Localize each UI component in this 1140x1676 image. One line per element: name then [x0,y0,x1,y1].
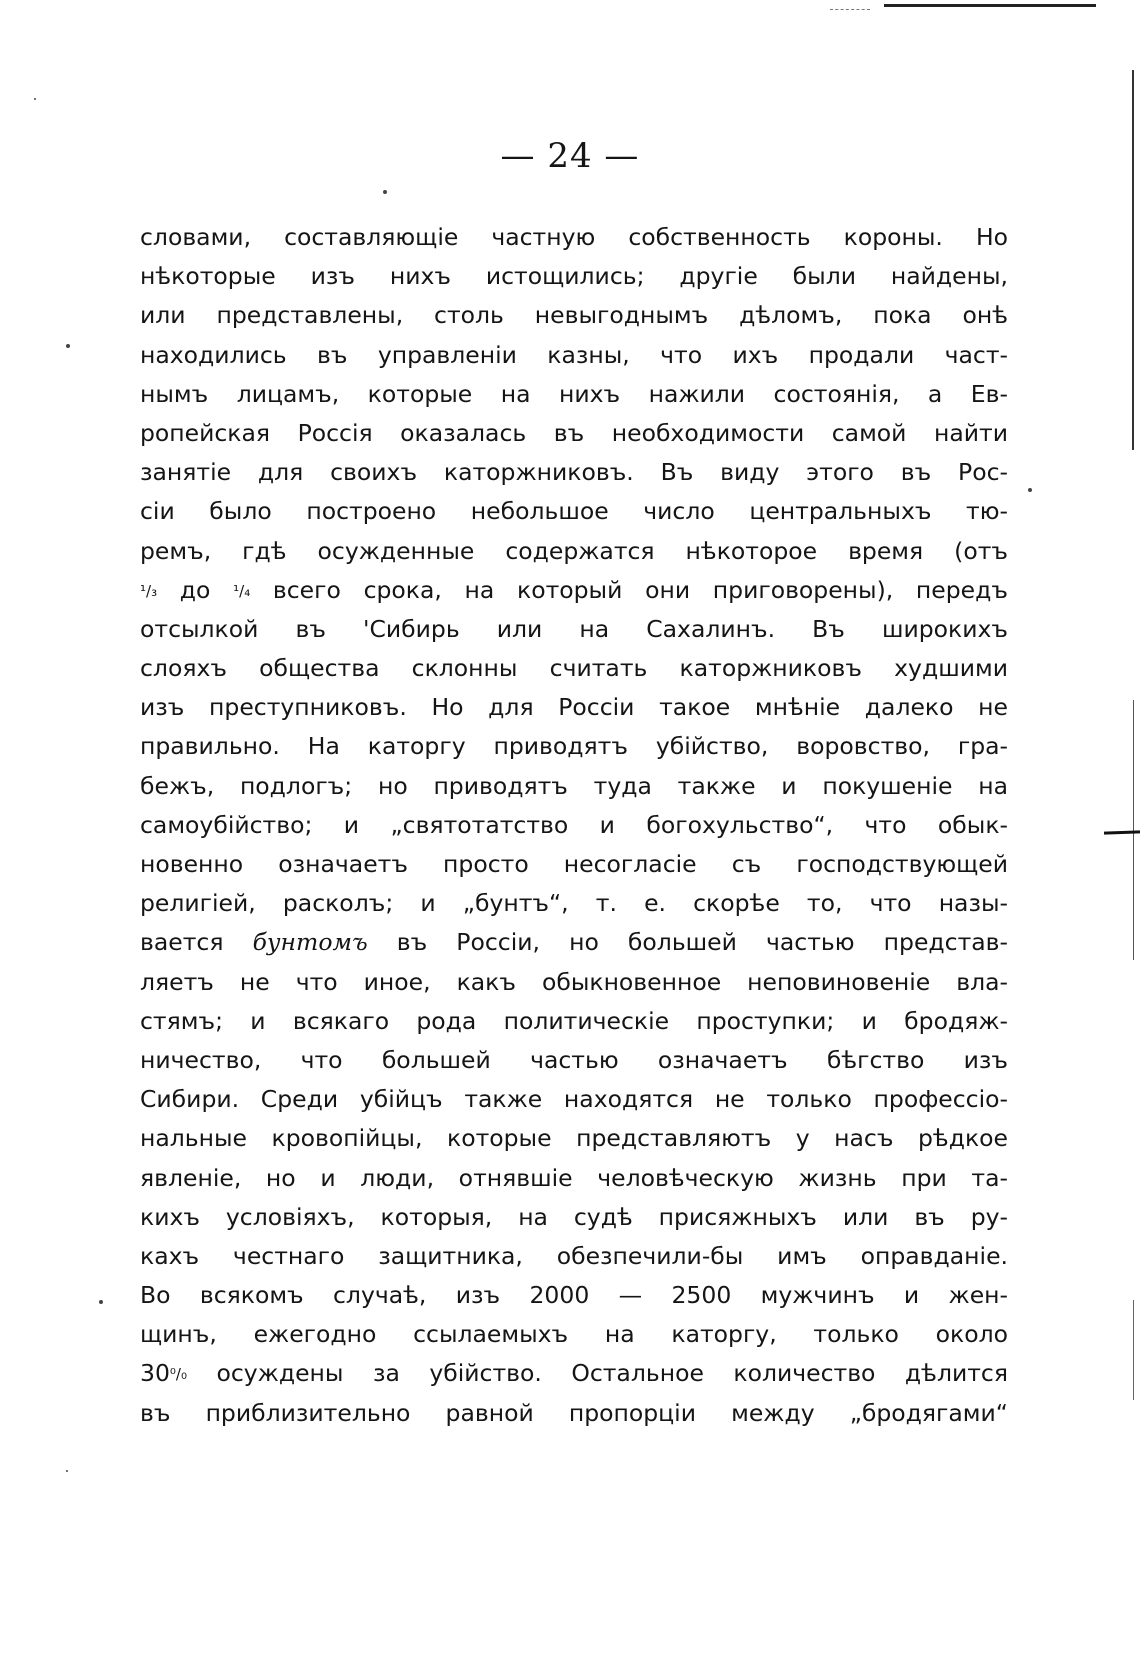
text-line: Сибири. Среди убійцъ также находятся не только профессіо- [140,1085,1008,1114]
scan-speck [1028,488,1032,492]
text-line: нѣкоторые изъ нихъ истощились; другіе были найдены, [140,262,1008,291]
scan-speck [66,344,70,348]
text-fragment: 30 [140,1359,170,1388]
text-line [140,923,1008,962]
text-line: щинъ, ежегодно ссылаемыхъ на каторгу, только около [140,1320,1008,1349]
text-line: въ приблизительно равной пропорціи между „бродягами“ [140,1398,1008,1427]
text-fragment: до [157,575,234,604]
scan-edge-rule [884,4,1096,7]
text-fragment: вается [140,928,253,957]
text-line: ремъ, гдѣ осужденные содержатся нѣкоторое время (отъ [140,536,1008,565]
text-line: правильно. На каторгу приводятъ убійство, воровство, гра- [140,732,1008,761]
margin-mark [1104,830,1140,834]
text-line: Во всякомъ случаѣ, изъ 2000 — 2500 мужчинъ и жен- [140,1281,1008,1310]
text-line: ляетъ не что иное, какъ обыкновенное неповиновеніе вла- [140,967,1008,996]
text-line: кихъ условіяхъ, которыя, на судѣ присяжныхъ или въ ру- [140,1202,1008,1231]
text-line: новенно означаетъ просто несогласіе съ господствующей [140,850,1008,878]
text-line: нымъ лицамъ, которые на нихъ нажили состоянія, а Ев- [140,379,1008,408]
scan-speck [34,98,36,100]
text-line: изъ преступниковъ. Но для Россіи такое мнѣніе далеко не [140,693,1008,722]
text-line: ропейская Россія оказалась въ необходимости самой найти [140,418,1008,447]
text-line: религіей, расколъ; и „бунтъ“, т. е. скорѣе то, что назы- [140,889,1008,918]
text-line: словами, составляющіе частную собственность короны. Но [140,223,1008,251]
scan-speck [383,190,387,194]
text-line: явленіе, но и люди, отнявшіе человѣческую жизнь при та- [140,1163,1008,1192]
text-line: бежъ, подлогъ; но приводятъ туда также и покушеніе на [140,771,1008,800]
body-text [140,218,1008,1433]
text-line: кахъ честнаго защитника, обезпечили-бы имъ оправданіе. [140,1241,1008,1270]
percent-sign: ⁰/₀ [169,1365,187,1384]
scan-right-edge [1132,70,1134,450]
text-line: слояхъ общества склонны считать каторжниковъ худшими [140,654,1008,683]
italic-term: бунтомъ [252,928,368,957]
text-line: отсылкой въ 'Сибирь или на Сахалинъ. Въ широкихъ [140,614,1008,643]
text-line [140,1354,1008,1393]
scan-speck [99,1300,103,1304]
text-fragment: осуждены за убійство. Остальное количество дѣлится [187,1359,1008,1388]
text-line: сіи было построено небольшое число центральныхъ тю- [140,497,1008,526]
text-line: или представлены, столь невыгоднымъ дѣломъ, пока онѣ [140,301,1008,330]
text-line: стямъ; и всякаго рода политическіе проступки; и бродяж- [140,1006,1008,1035]
text-fragment: всего срока, на который они приговорены), передъ [250,575,1008,604]
text-line: ничество, что большей частью означаетъ бѣгство изъ [140,1045,1008,1074]
fraction-one-third: ¹/₃ [140,581,158,600]
fraction-one-quarter: ¹/₄ [233,581,251,600]
text-line: самоубійство; и „святотатство и богохульство“, что обык- [140,810,1008,839]
scan-speck [66,1470,68,1472]
text-line: нальные кровопійцы, которые представляютъ у насъ рѣдкое [140,1124,1008,1153]
text-fragment: въ Россіи, но большей частью представ- [367,928,1008,957]
page-number: — 24 — [500,136,640,176]
text-line: занятіе для своихъ каторжниковъ. Въ виду этого въ Рос- [140,458,1008,487]
scan-edge-dash [830,9,870,10]
text-line [140,571,1008,610]
text-line: находились въ управленіи казны, что ихъ продали част- [140,340,1008,369]
scan-right-edge [1133,1300,1134,1400]
